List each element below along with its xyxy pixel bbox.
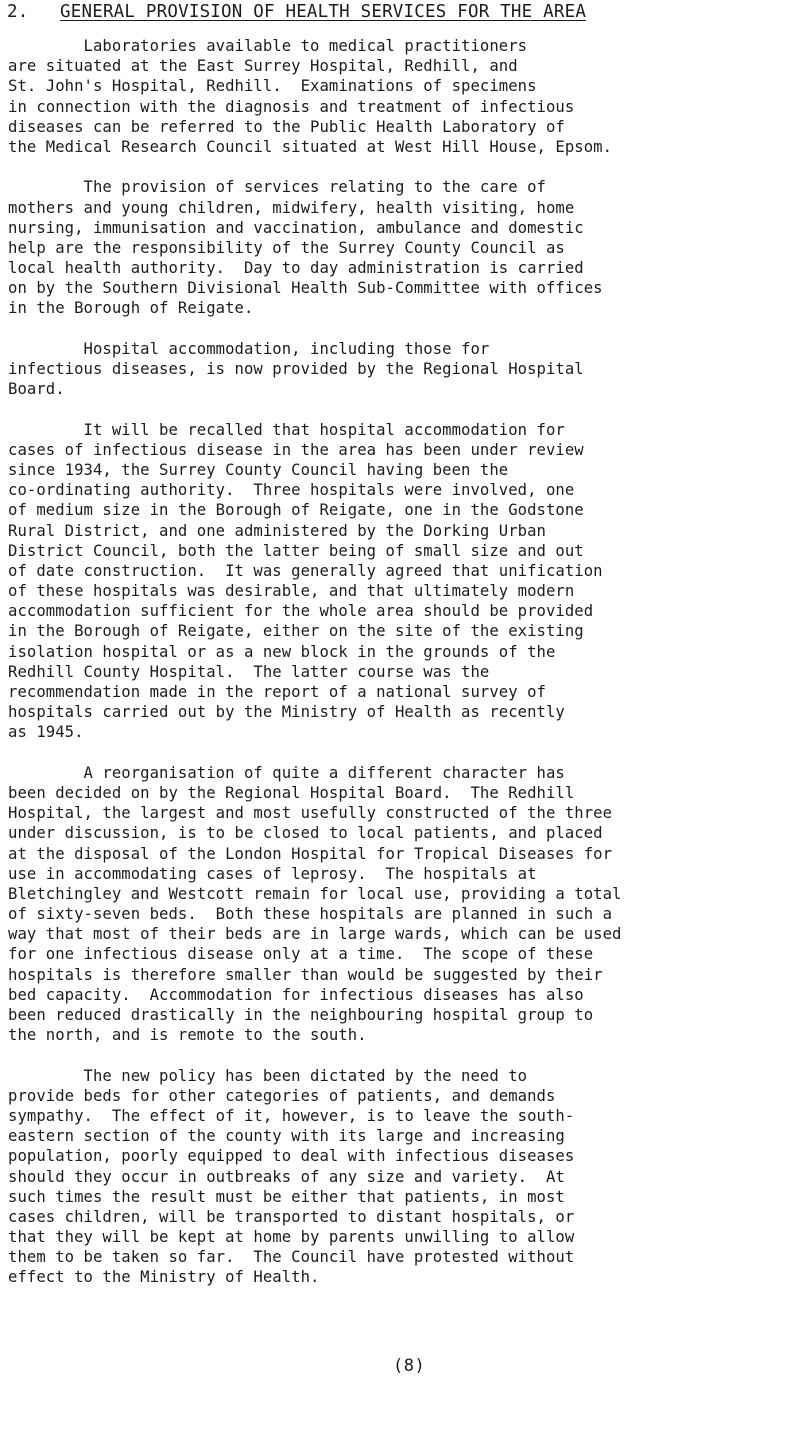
text-line: recommendation made in the report of a national survey of [8, 683, 546, 701]
paragraph [8, 177, 796, 318]
text-line: Hospital accommodation, including those for [8, 339, 490, 358]
text-line: Bletchingley and Westcott remain for local use, providing a total [8, 884, 622, 903]
text-line: hospitals is therefore smaller than would be suggested by their [8, 965, 603, 984]
text-line: nursing, immunisation and vaccination, ambulance and domestic [8, 218, 584, 237]
text-line: mothers and young children, midwifery, health visiting, home [8, 198, 575, 217]
text-line: Rural District, and one administered by the Dorking Urban [8, 521, 546, 540]
text-line: The provision of services relating to the care of [8, 178, 546, 197]
text-line: eastern section of the county with its large and increasing [8, 1127, 565, 1146]
text-line: of date construction. It was generally agreed that unification [8, 561, 603, 580]
text-line: the north, and is remote to the south. [8, 1026, 367, 1045]
text-line: in the Borough of Reigate. [8, 299, 254, 318]
page-number: (8) [393, 1356, 426, 1376]
text-line: since 1934, the Surrey County Council having been the [8, 460, 509, 479]
text-line: accommodation sufficient for the whole area should be provided [8, 602, 594, 621]
text-line: Board. [8, 380, 65, 399]
text-line: them to be taken so far. The Council have protested without [8, 1248, 575, 1267]
text-line: are situated at the East Surrey Hospital, Redhill, and [8, 57, 518, 76]
text-line: on by the Southern Divisional Health Sub-Committee with offices [8, 279, 603, 298]
paragraph [8, 420, 796, 743]
text-line: of sixty-seven beds. Both these hospitals are planned in such a [8, 905, 613, 924]
text-line: cases children, will be transported to distant hospitals, or [8, 1207, 575, 1226]
text-line: sympathy. The effect of it, however, is to leave the south- [8, 1106, 575, 1125]
text-line: The new policy has been dictated by the need to [8, 1066, 528, 1085]
text-line: provide beds for other categories of patients, and demands [8, 1086, 556, 1105]
text-line: cases of infectious disease in the area has been under review [8, 440, 584, 459]
text-line: at the disposal of the London Hospital for Tropical Diseases for [8, 844, 613, 863]
paragraph [8, 763, 796, 1046]
text-line: isolation hospital or as a new block in the grounds of the [8, 642, 556, 661]
text-line: way that most of their beds are in large wards, which can be used [8, 925, 622, 944]
text-line: co-ordinating authority. Three hospitals were involved, one [8, 481, 575, 500]
text-line: help are the responsibility of the Surrey County Council as [8, 238, 565, 257]
text-line: in the Borough of Reigate, either on the site of the existing [8, 622, 584, 641]
text-line: that they will be kept at home by parents unwilling to allow [8, 1228, 575, 1247]
text-line: St. John's Hospital, Redhill. Examinations of specimens [8, 77, 537, 96]
paragraph [8, 1066, 796, 1288]
text-line: diseases can be referred to the Public Health Laboratory of [8, 117, 565, 136]
text-line: in connection with the diagnosis and treatment of infectious [8, 97, 575, 116]
text-line: should they occur in outbreaks of any size and variety. At [8, 1167, 565, 1186]
text-line: of these hospitals was desirable, and that ultimately modern [8, 582, 575, 601]
paragraph [8, 339, 796, 400]
text-line: such times the result must be either that patients, in most [8, 1187, 565, 1206]
text-line: under discussion, is to be closed to local patients, and placed [8, 824, 603, 843]
section-title: GENERAL PROVISION OF HEALTH SERVICES FOR THE AREA [60, 2, 587, 22]
body-text [8, 36, 796, 1308]
text-line: use in accommodating cases of leprosy. The hospitals at [8, 864, 537, 883]
text-line: of medium size in the Borough of Reigate, one in the Godstone [8, 501, 584, 520]
text-line: A reorganisation of quite a different character has [8, 763, 565, 782]
text-line: as 1945. [8, 723, 84, 742]
section-heading [7, 2, 586, 22]
text-line: population, poorly equipped to deal with infectious diseases [8, 1147, 575, 1166]
section-number: 2. [7, 2, 29, 22]
text-line: the Medical Research Council situated at West Hill House, Epsom. [8, 137, 613, 156]
text-line: for one infectious disease only at a time. The scope of these [8, 945, 594, 964]
text-line: Redhill County Hospital. The latter course was the [8, 662, 490, 681]
text-line: hospitals carried out by the Ministry of Health as recently [8, 703, 565, 722]
text-line: Hospital, the largest and most usefully constructed of the three [8, 804, 613, 823]
text-line: bed capacity. Accommodation for infectious diseases has also [8, 985, 584, 1004]
text-line: local health authority. Day to day administration is carried [8, 259, 584, 278]
text-line: District Council, both the latter being of small size and out [8, 541, 584, 560]
text-line: been decided on by the Regional Hospital Board. The Redhill [8, 783, 575, 802]
text-line: been reduced drastically in the neighbouring hospital group to [8, 1006, 594, 1024]
text-line: Laboratories available to medical practitioners [8, 37, 528, 55]
paragraph [8, 36, 796, 157]
text-line: It will be recalled that hospital accommodation for [8, 420, 565, 439]
text-line: effect to the Ministry of Health. [8, 1268, 320, 1287]
text-line: infectious diseases, is now provided by the Regional Hospital [8, 360, 584, 378]
